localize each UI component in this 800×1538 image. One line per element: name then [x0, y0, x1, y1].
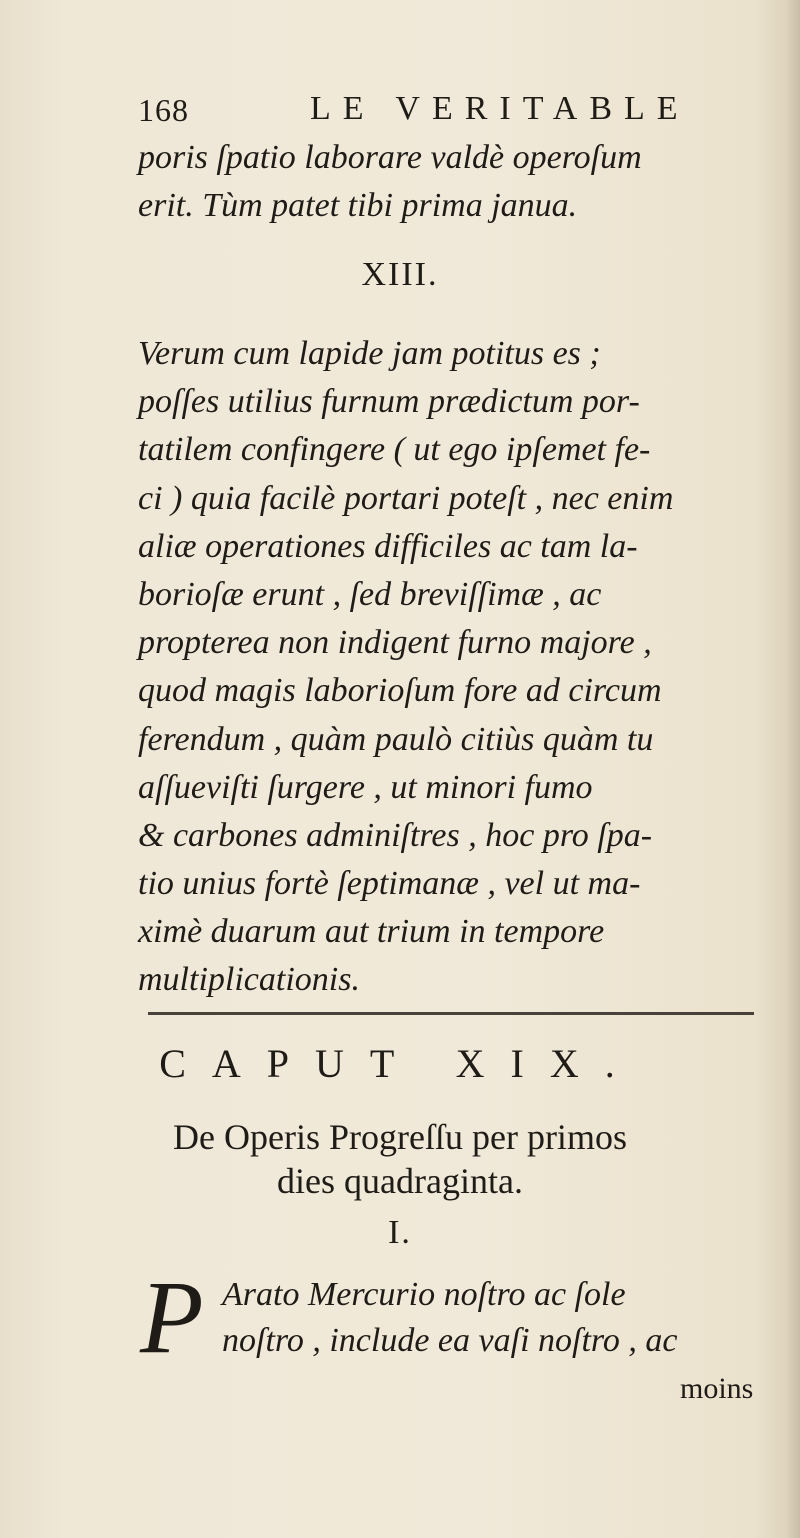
page-edge-shadow: [786, 0, 800, 1538]
chapter-title: CAPUT XIX.: [159, 1041, 641, 1086]
text-line: Verum cum lapide jam potitus es ;: [138, 335, 601, 372]
text-line: & carbones adminiſtres , hoc pro ſpa-: [138, 816, 653, 854]
section-number-i: I.: [388, 1214, 412, 1251]
text-line: ci ) quia facilè portari poteſt , nec enim: [138, 479, 674, 517]
continued-paragraph: [138, 134, 778, 230]
text-line: aliæ operationes difficiles ac tam la-: [138, 527, 638, 565]
drop-cap-letter: P: [140, 1260, 204, 1375]
text-line: multiplicationis.: [138, 961, 360, 999]
catchword: moins: [680, 1372, 754, 1405]
page-number: 168: [138, 92, 189, 128]
text-line: Arato Mercurio noſtro ac ſole: [222, 1276, 626, 1313]
text-line: tatilem confingere ( ut ego ipſemet fe-: [138, 431, 651, 469]
text-line: borioſæ erunt , ſed breviſſimæ , ac: [138, 575, 602, 613]
text-line: noſtro , include ea vaſi noſtro , ac: [222, 1322, 678, 1359]
text-line: tio unius fortè ſeptimanæ , vel ut ma-: [138, 865, 641, 903]
text-line: aſſueviſti ſurgere , ut minori fumo: [138, 768, 593, 806]
page-header: [138, 92, 698, 132]
text-line: poris ſpatio laborare valdè operoſum: [138, 139, 642, 176]
section-number-xiii: XIII.: [361, 256, 439, 293]
text-line: propterea non indigent furno majore ,: [138, 624, 652, 662]
text-line: erit. Tùm patet tibi prima janua.: [138, 187, 578, 225]
chapter-subtitle-line-1: De Operis Progreſſu per primos: [173, 1117, 627, 1157]
text-line: ximè duarum aut trium in tempore: [138, 913, 605, 951]
section-xiii-paragraph: [138, 330, 778, 1005]
text-line: poſſes utilius furnum prædictum por-: [138, 383, 640, 421]
text-line: quod magis laborioſum fore ad circum: [138, 672, 662, 710]
text-line: ferendum , quàm paulò citiùs quàm tu: [138, 720, 654, 758]
chapter-divider-rule: [148, 1012, 754, 1015]
section-i-paragraph: [222, 1272, 782, 1364]
running-title: LE VERITABLE: [310, 90, 690, 127]
chapter-subtitle-line-2: dies quadraginta.: [277, 1161, 523, 1201]
